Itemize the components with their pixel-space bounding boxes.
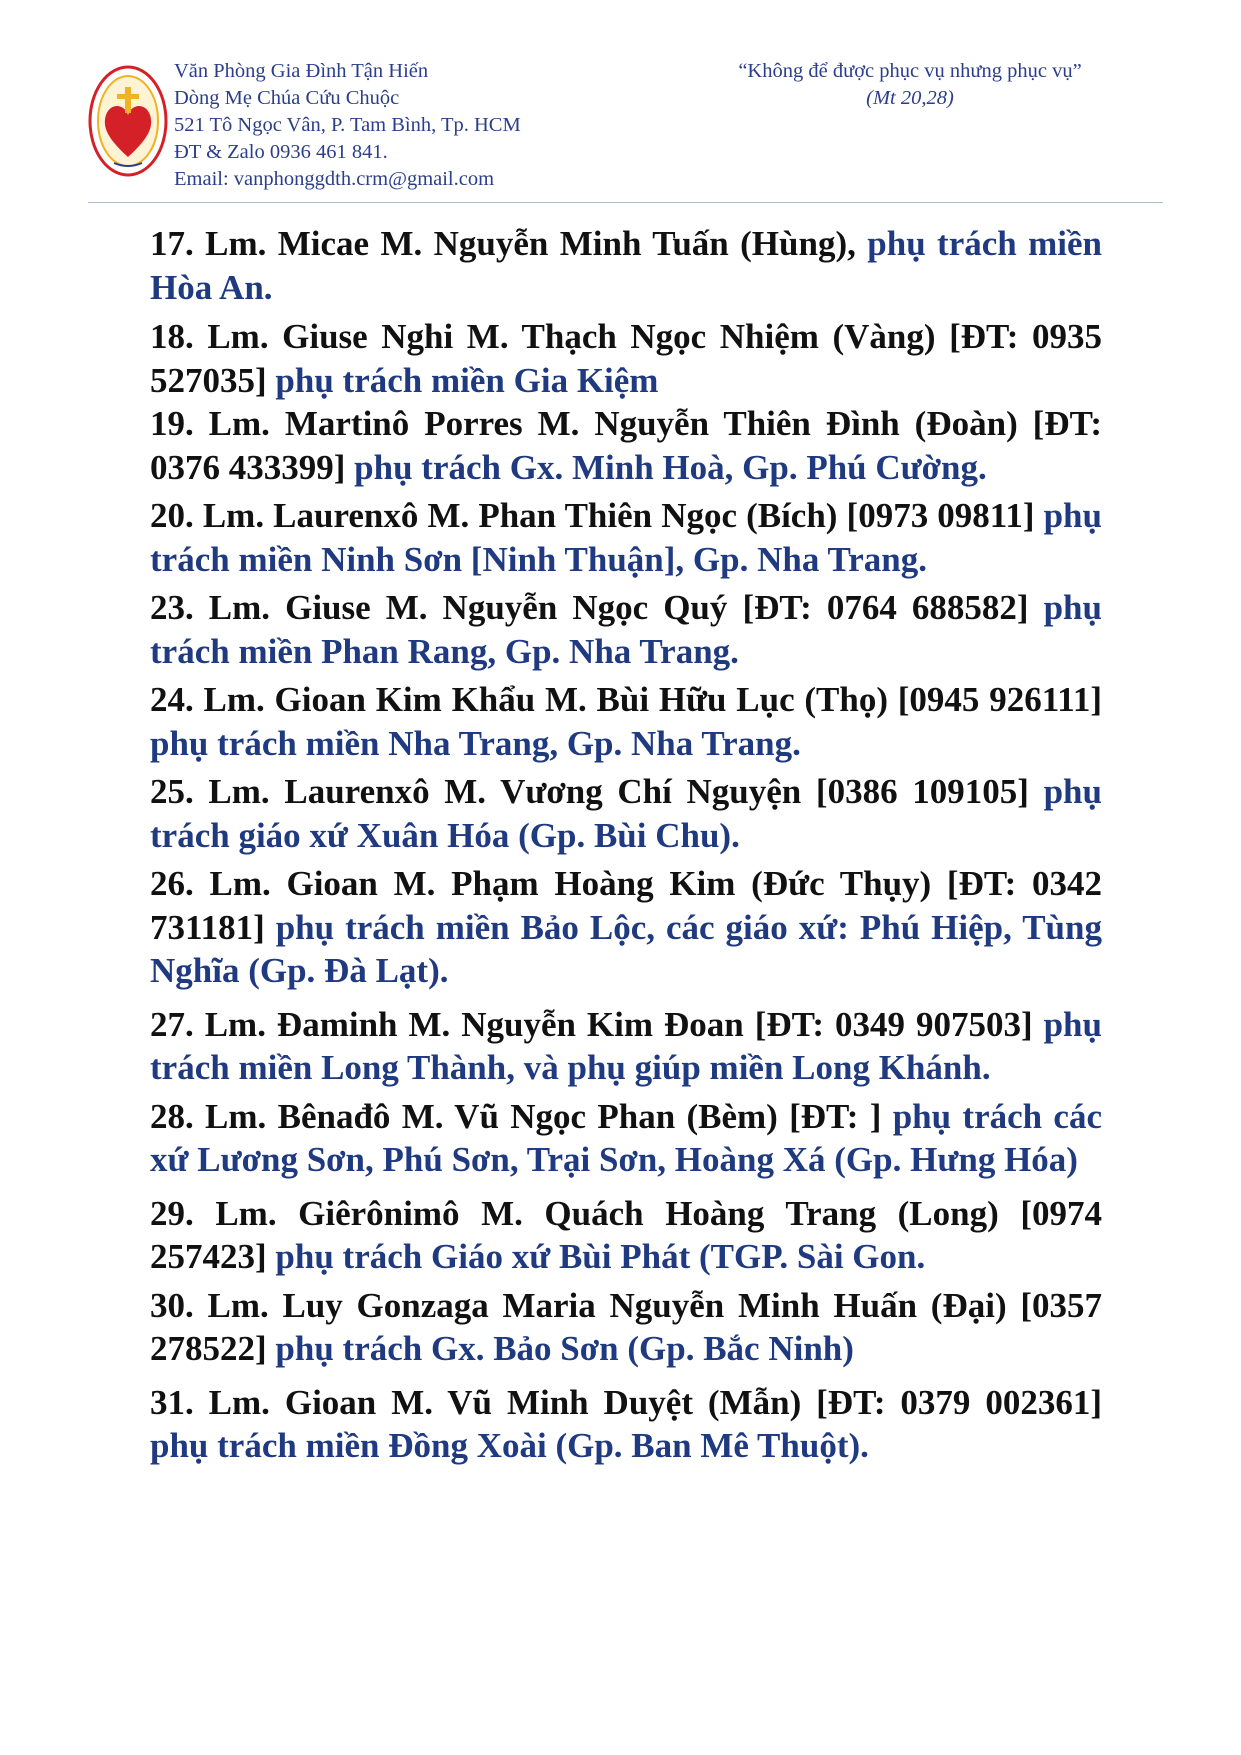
priest-name: 29. Lm. Giêrônimô M. Quách Hoàng Trang (Long) [0974 257423]: [150, 1193, 1102, 1276]
assignment: phụ trách miền Ninh Sơn [Ninh Thuận], Gp. Nha Trang.: [150, 496, 1102, 579]
assignment: phụ trách Giáo xứ Bùi Phát (TGP. Sài Gon.: [275, 1237, 926, 1276]
organization-info: [174, 58, 521, 193]
list-item: [150, 1192, 1102, 1279]
list-item: [150, 402, 1102, 489]
header-divider: [88, 202, 1163, 203]
assignment: phụ trách giáo xứ Xuân Hóa (Gp. Bùi Chu).: [150, 772, 1102, 855]
assignment: phụ trách Gx. Minh Hoà, Gp. Phú Cường.: [354, 447, 987, 487]
priest-name: 28. Lm. Bênađô M. Vũ Ngọc Phan (Bèm) [ĐT: ]: [150, 1096, 893, 1136]
org-email: Email: vanphonggdth.crm@gmail.com: [174, 168, 495, 190]
assignment: phụ trách miền Nha Trang, Gp. Nha Trang.: [150, 723, 801, 763]
list-item: [150, 586, 1102, 673]
list-item: [150, 222, 1102, 309]
priest-name: 26. Lm. Gioan M. Phạm Hoàng Kim (Đức Thụy) [ĐT: 0342 731181]: [150, 864, 1102, 947]
motto-block: [700, 58, 1120, 112]
priest-name: 19. Lm. Martinô Porres M. Nguyễn Thiên Đình (Đoàn) [ĐT: 0376 433399]: [150, 404, 1102, 487]
org-congregation: Dòng Mẹ Chúa Cứu Chuộc: [174, 87, 400, 109]
motto-reference: (Mt 20,28): [866, 87, 954, 109]
list-item: [150, 1003, 1102, 1090]
priest-name: 24. Lm. Gioan Kim Khẩu M. Bùi Hữu Lục (Thọ) [0945 926111]: [150, 680, 1102, 719]
assignment: phụ trách Gx. Bảo Sơn (Gp. Bắc Ninh): [275, 1329, 854, 1368]
priest-name: 17. Lm. Micae M. Nguyễn Minh Tuấn (Hùng),: [150, 224, 868, 263]
org-address: 521 Tô Ngọc Vân, P. Tam Bình, Tp. HCM: [174, 114, 521, 136]
priest-name: 25. Lm. Laurenxô M. Vương Chí Nguyện [0386 109105]: [150, 772, 1044, 811]
list-item: [150, 862, 1102, 993]
priest-name: 18. Lm. Giuse Nghi M. Thạch Ngọc Nhiệm (Vàng) [ĐT: 0935 527035]: [150, 317, 1102, 400]
list-item: [150, 1284, 1102, 1371]
list-item: [150, 1381, 1102, 1468]
assignment: phụ trách miền Long Thành, và phụ giúp miền Long Khánh.: [150, 1004, 1102, 1087]
list-item: [150, 770, 1102, 857]
org-phone: ĐT & Zalo 0936 461 841.: [174, 141, 388, 163]
list-item: [150, 315, 1102, 402]
letterhead: [88, 55, 1163, 205]
priest-name: 30. Lm. Luy Gonzaga Maria Nguyễn Minh Huấn (Đại) [0357 278522]: [150, 1285, 1102, 1368]
list-item: [150, 494, 1102, 581]
priest-assignment-list: [150, 222, 1102, 1468]
assignment: phụ trách miền Hòa An.: [150, 224, 1102, 307]
assignment: phụ trách miền Gia Kiệm: [275, 360, 659, 400]
priest-name: 27. Lm. Đaminh M. Nguyễn Kim Đoan [ĐT: 0349 907503]: [150, 1004, 1044, 1044]
motto-text: “Không để được phục vụ nhưng phục vụ”: [738, 60, 1082, 82]
assignment: phụ trách miền Đồng Xoài (Gp. Ban Mê Thuột).: [150, 1426, 869, 1465]
priest-name: 23. Lm. Giuse M. Nguyễn Ngọc Quý [ĐT: 0764 688582]: [150, 588, 1044, 627]
assignment: phụ trách các xứ Lương Sơn, Phú Sơn, Trại Sơn, Hoàng Xá (Gp. Hưng Hóa): [150, 1096, 1102, 1179]
assignment: phụ trách miền Bảo Lộc, các giáo xứ: Phú Hiệp, Tùng Nghĩa (Gp. Đà Lạt).: [150, 907, 1102, 990]
list-item: [150, 1095, 1102, 1182]
list-item: [150, 678, 1102, 765]
priest-name: 20. Lm. Laurenxô M. Phan Thiên Ngọc (Bích) [0973 09811]: [150, 496, 1044, 535]
assignment: phụ trách miền Phan Rang, Gp. Nha Trang.: [150, 588, 1102, 671]
priest-name: 31. Lm. Gioan M. Vũ Minh Duyệt (Mẫn) [ĐT: 0379 002361]: [150, 1382, 1102, 1422]
org-name: Văn Phòng Gia Đình Tận Hiến: [174, 60, 429, 82]
congregation-seal-logo-icon: [88, 65, 168, 177]
